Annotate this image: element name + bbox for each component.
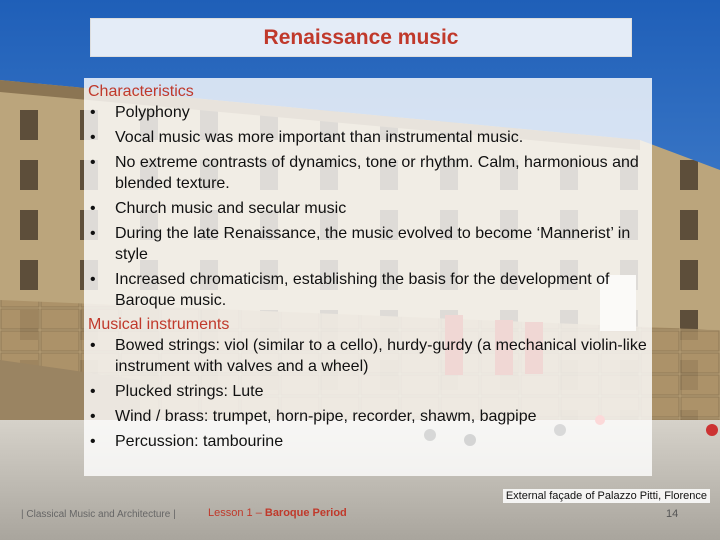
characteristics-list bbox=[88, 102, 648, 311]
instruments-list bbox=[88, 335, 648, 452]
list-item: • Church music and secular music bbox=[88, 198, 648, 219]
content-panel bbox=[84, 78, 652, 476]
list-item: • Plucked strings: Lute bbox=[88, 381, 648, 402]
list-item: • No extreme contrasts of dynamics, tone or rhythm. Calm, harmonious and blended texture. bbox=[88, 152, 648, 194]
list-item: • During the late Renaissance, the music evolved to become ‘Mannerist’ in style bbox=[88, 223, 648, 265]
list-item: • Increased chromaticism, establishing the basis for the development of Baroque music. bbox=[88, 269, 648, 311]
slide-title-box bbox=[90, 18, 632, 57]
section-heading-characteristics: Characteristics bbox=[88, 83, 194, 100]
list-item: • Bowed strings: viol (similar to a cello), hurdy-gurdy (a mechanical violin-like instrument with valves and a wheel) bbox=[88, 335, 648, 377]
section-heading-instruments: Musical instruments bbox=[88, 316, 230, 333]
slide-title: Renaissance music bbox=[263, 25, 459, 49]
list-item: • Percussion: tambourine bbox=[88, 431, 648, 452]
page-number: 14 bbox=[666, 508, 679, 520]
image-caption: External façade of Palazzo Pitti, Florence bbox=[503, 489, 710, 503]
list-item: • Vocal music was more important than instrumental music. bbox=[88, 127, 648, 148]
footer-lesson-prefix: Lesson 1 – bbox=[208, 507, 265, 519]
list-item: • Polyphony bbox=[88, 102, 648, 123]
footer-course-title: | Classical Music and Architecture | bbox=[21, 509, 176, 520]
footer-lesson bbox=[208, 507, 347, 519]
list-item: • Wind / brass: trumpet, horn-pipe, recorder, shawm, bagpipe bbox=[88, 406, 648, 427]
footer-lesson-name: Baroque Period bbox=[264, 507, 347, 519]
